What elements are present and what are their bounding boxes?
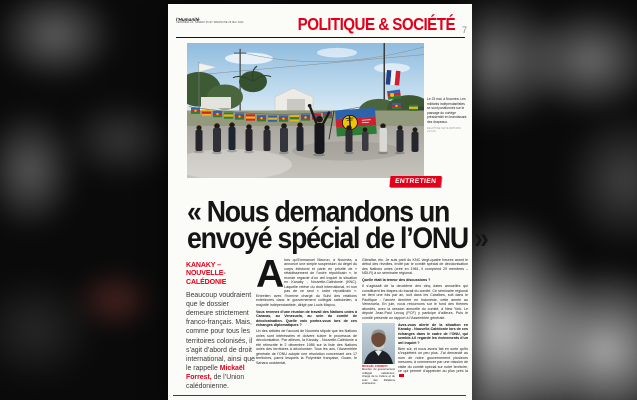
masthead-date: VENDREDI 24, SAMEDI 25 ET DIMANCHE 26 MAI 2024: [176, 22, 244, 25]
page-number: 7: [461, 25, 467, 35]
question-3: Avez-vous alerté de la situation en Kanaky - Nouvelle-Calédonie lors de ces échanges dans le cadre de l’ONU, qui semble-t-il regarde les événements d’un œil inquiet ?: [398, 322, 468, 345]
section-title: POLITIQUE & SOCIÉTÉ: [297, 15, 455, 35]
photo-credit: DELPHINE MAYEUR/HANS LUCAS: [427, 126, 461, 134]
main-photo-illustration: [187, 43, 424, 178]
answer-1: Un des articles de l’accord de Nouméa stipule que les Nations unies sont intéressées et doivent suivre le processus de décolonisation. Par ailleurs, la Kanaky - Nouvelle-Calédonie a été réinscrite le 2 décembre 1986 sur la liste des Nations unies des territoires à décoloniser. Tous les ans, l’Assemblée générale de l’ONU adopte une résolution concernant ces 17 territoires, parmi lesquels la Polynésie française, Guam, le Sahara occidental,: [256, 329, 357, 365]
photo-caption-block: [427, 97, 467, 133]
bottom-rule: [173, 395, 466, 396]
answer-3-text: Bien sûr, et nous avons fait en sorte qu’ils s’inquiètent un peu plus. J’ai demandé au nom de notre gouvernement plusieurs mesures, à commencer par une mission de visite du comité spécial sur notre territoire, ce qui permet d’apprécier au plus près la: [398, 346, 468, 374]
answer-1-continued: Gibraltar, etc. Je suis parti du KNC vingt-quatre heures avant le début des révoltes, invité par le comité spécial de décolonisation des Nations unies (créé en 1961, il comprend 29 membres – NDLR) à un séminaire régional.: [362, 258, 468, 276]
kanaky-flag: [335, 108, 377, 137]
kicker-line1: KANAKY –: [186, 262, 221, 269]
headline-line1: « Nous demandons un: [187, 194, 450, 228]
answer-2: Il s’agissait de la deuxième des cinq dates annuelles qui constituent les étapes du travail du comité. Ce séminaire régional se tient une fois par an, soit dans les Caraïbes, soit dans le Pacifique : l’année dernière en Indonésie, cette année au Venezuela. En juin, nous retournons sur le fond des thèmes abordés, avec la session annuelle du comité, à New York. Le député Jean-Paul Lecoq (PCF) y participe d’ailleurs. Puis le comité présente un rapport à l’Assemblée générale.: [362, 284, 468, 320]
standfirst-name: Mickaël Forrest,: [186, 365, 245, 382]
question-1: Vous revenez d’une réunion de travail des Nations unies à Caracas, au Venezuela, au sein du comité de décolonisation. Quelle voix portez-vous lors de ces échanges diplomatiques ?: [256, 309, 357, 328]
portrait-block: [362, 323, 395, 386]
standfirst-after: de l’Union calédonienne.: [186, 374, 245, 391]
kicker-line2: NOUVELLE-CALÉDONIE: [186, 270, 227, 286]
article-standfirst: [186, 262, 257, 392]
body-column-2: [362, 258, 468, 393]
headline-line2: envoyé spécial de l’ONU »: [187, 221, 488, 255]
masthead: [176, 17, 244, 25]
question-2: Quelle était la teneur des discussions ?: [362, 278, 431, 283]
kicker: [186, 262, 257, 287]
lede-paragraph: lors qu’Emmanuel Macron, à Nouméa, a annoncé une simple suspension du dégel du corps électoral et parle en priorité de « rétablissement de l’ordre républicain », le monde regarde d’un œil inquiet la situation en Kanaky - Nouvelle-Calédonie (KNC). Laquelle relève du droit international, et non pas de ce seul « ordre républicain ». Entretien avec l’homme chargé du Suivi des relations extérieures dans le gouvernement collégial calédonien, à majorité indépendantiste, dirigé par Louis Mapou.: [256, 258, 357, 307]
article-headline: [187, 194, 488, 255]
photo-caption: Le 23 mai, à Nouméa. Les militants indépendantistes se sont positionnés sur le passage du cortège présidentiel en brandissant des drapeaux.: [427, 97, 467, 125]
portrait-name: MICKAËL FORREST: [362, 364, 388, 368]
header-rule: [176, 37, 465, 38]
portrait-role: Membre du gouvernement collégial calédonien, chargé de la Culture et du suivi des Relations extérieures: [362, 368, 395, 386]
main-photo: [187, 43, 424, 178]
standfirst-text: [186, 291, 257, 392]
masthead-title: l’Humanité: [176, 17, 200, 22]
standfirst-before: Beaucoup voudraient que le dossier demeure strictement franco-français. Mais, comme pour tous les territoires colonisés, il s’agit d’abord de droit international, ainsi que le rappelle: [186, 291, 255, 373]
drop-cap: A: [256, 258, 283, 296]
portrait-photo: [362, 323, 395, 364]
entretien-badge: ENTRETIEN: [389, 176, 441, 187]
continuation-marker: [399, 374, 404, 377]
french-flag: [386, 70, 401, 86]
kanaky-flag-small: [387, 89, 401, 99]
body-column-1: [256, 258, 357, 393]
newspaper-page: [168, 4, 488, 400]
